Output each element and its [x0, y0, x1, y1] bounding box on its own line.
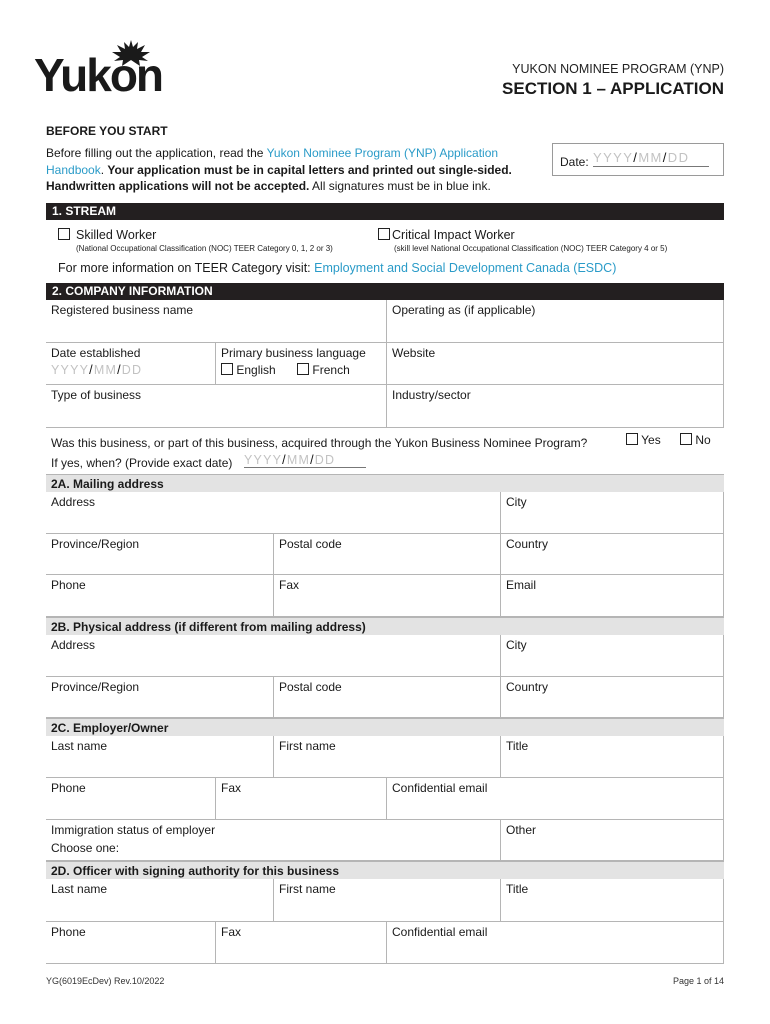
- registered-business-name-field[interactable]: Registered business name: [46, 300, 387, 343]
- application-date-field[interactable]: [552, 143, 724, 176]
- skilled-worker-note: (National Occupational Classification (NOC) TEER Category 0, 1, 2 or 3): [76, 244, 333, 253]
- officer-last-name-field[interactable]: Last name: [46, 879, 274, 922]
- mailing-fax-field[interactable]: Fax: [274, 575, 501, 617]
- officer-phone-field[interactable]: Phone: [46, 922, 216, 964]
- officer-header: 2D. Officer with signing authority for this business: [46, 861, 724, 879]
- employer-owner-header: 2C. Employer/Owner: [46, 718, 724, 736]
- employer-title-field[interactable]: Title: [501, 736, 724, 778]
- physical-city-field[interactable]: City: [501, 635, 724, 677]
- program-name: YUKON NOMINEE PROGRAM (YNP): [512, 62, 724, 76]
- officer-fax-field[interactable]: Fax: [216, 922, 387, 964]
- immigration-status-dropdown[interactable]: Choose one:: [51, 841, 120, 855]
- mailing-email-field[interactable]: Email: [501, 575, 724, 617]
- page-title: SECTION 1 – APPLICATION: [502, 79, 724, 98]
- officer-email-field[interactable]: Confidential email: [387, 922, 724, 964]
- acquired-no-checkbox[interactable]: [680, 433, 692, 445]
- employer-email-field[interactable]: Confidential email: [387, 778, 724, 820]
- skilled-worker-option[interactable]: Skilled Worker: [58, 228, 156, 242]
- acquired-no-option[interactable]: No: [680, 433, 711, 447]
- acquired-date-label: If yes, when? (Provide exact date): [51, 456, 233, 470]
- intro-paragraph: Before filling out the application, read the Yukon Nominee Program (YNP) Application Handbook. Your application must be in capital letters and printed out single-sided. Handwritten applications will not be accepted. All signatures must be in blue ink.: [46, 146, 512, 193]
- critical-impact-worker-checkbox[interactable]: [378, 228, 390, 240]
- yukon-logo: [34, 40, 174, 102]
- mailing-country-field[interactable]: Country: [501, 534, 724, 575]
- physical-province-field[interactable]: Province/Region: [46, 677, 274, 718]
- form-code: YG(6019EcDev) Rev.10/2022: [46, 976, 165, 986]
- esdc-link[interactable]: Employment and Social Development Canada (ESDC): [314, 261, 617, 275]
- mailing-province-field[interactable]: Province/Region: [46, 534, 274, 575]
- critical-impact-worker-note: (skill level National Occupational Classification (NOC) TEER Category 4 or 5): [394, 244, 668, 253]
- operating-as-field[interactable]: Operating as (if applicable): [387, 300, 724, 343]
- officer-title-field[interactable]: Title: [501, 879, 724, 922]
- date-established-input[interactable]: YYYY/MM/DD: [51, 363, 143, 377]
- officer-first-name-field[interactable]: First name: [274, 879, 501, 922]
- primary-language-field: Primary business language English French: [216, 343, 387, 385]
- english-checkbox[interactable]: [221, 363, 233, 375]
- website-field[interactable]: Website: [387, 343, 724, 385]
- mailing-postal-code-field[interactable]: Postal code: [274, 534, 501, 575]
- employer-fax-field[interactable]: Fax: [216, 778, 387, 820]
- mailing-city-field[interactable]: City: [501, 492, 724, 534]
- teer-info: For more information on TEER Category visit: Employment and Social Development Canada (ESDC): [58, 261, 617, 275]
- company-section-header: 2. COMPANY INFORMATION: [46, 283, 724, 300]
- date-established-field[interactable]: Date established YYYY/MM/DD: [46, 343, 216, 385]
- physical-address-field[interactable]: Address: [46, 635, 501, 677]
- logo-wordmark: Yukon: [34, 49, 163, 101]
- skilled-worker-checkbox[interactable]: [58, 228, 70, 240]
- acquired-yes-checkbox[interactable]: [626, 433, 638, 445]
- before-you-start-heading: BEFORE YOU START: [46, 124, 168, 138]
- employer-phone-field[interactable]: Phone: [46, 778, 216, 820]
- date-input[interactable]: YYYY/MM/DD: [593, 150, 709, 167]
- immigration-other-field[interactable]: Other: [501, 820, 724, 861]
- acquired-yes-option[interactable]: Yes: [626, 433, 661, 447]
- page-number: Page 1 of 14: [672, 976, 724, 986]
- french-checkbox[interactable]: [297, 363, 309, 375]
- employer-first-name-field[interactable]: First name: [274, 736, 501, 778]
- acquired-question: Was this business, or part of this business, acquired through the Yukon Business Nominee Program?: [51, 436, 588, 450]
- mailing-address-header: 2A. Mailing address: [46, 474, 724, 492]
- physical-country-field[interactable]: Country: [501, 677, 724, 718]
- mailing-phone-field[interactable]: Phone: [46, 575, 274, 617]
- acquired-date-input[interactable]: YYYY/MM/DD: [244, 453, 366, 468]
- physical-postal-code-field[interactable]: Postal code: [274, 677, 501, 718]
- handbook-link[interactable]: Yukon Nominee Program (YNP) Application Handbook: [46, 146, 499, 177]
- industry-sector-field[interactable]: Industry/sector: [387, 385, 724, 428]
- date-label: Date:: [560, 155, 589, 169]
- stream-section-header: 1. STREAM: [46, 203, 724, 220]
- employer-last-name-field[interactable]: Last name: [46, 736, 274, 778]
- capital-letters-notice: Your application must be in capital letters and printed out single-sided. Handwritten applications will not be accepted.: [46, 162, 512, 193]
- mailing-address-field[interactable]: Address: [46, 492, 501, 534]
- type-of-business-field[interactable]: Type of business: [46, 385, 387, 428]
- physical-address-header: 2B. Physical address (if different from mailing address): [46, 617, 724, 635]
- critical-impact-worker-option[interactable]: Critical Impact Worker: [378, 228, 515, 242]
- immigration-status-field[interactable]: Immigration status of employer Choose one:: [46, 820, 501, 861]
